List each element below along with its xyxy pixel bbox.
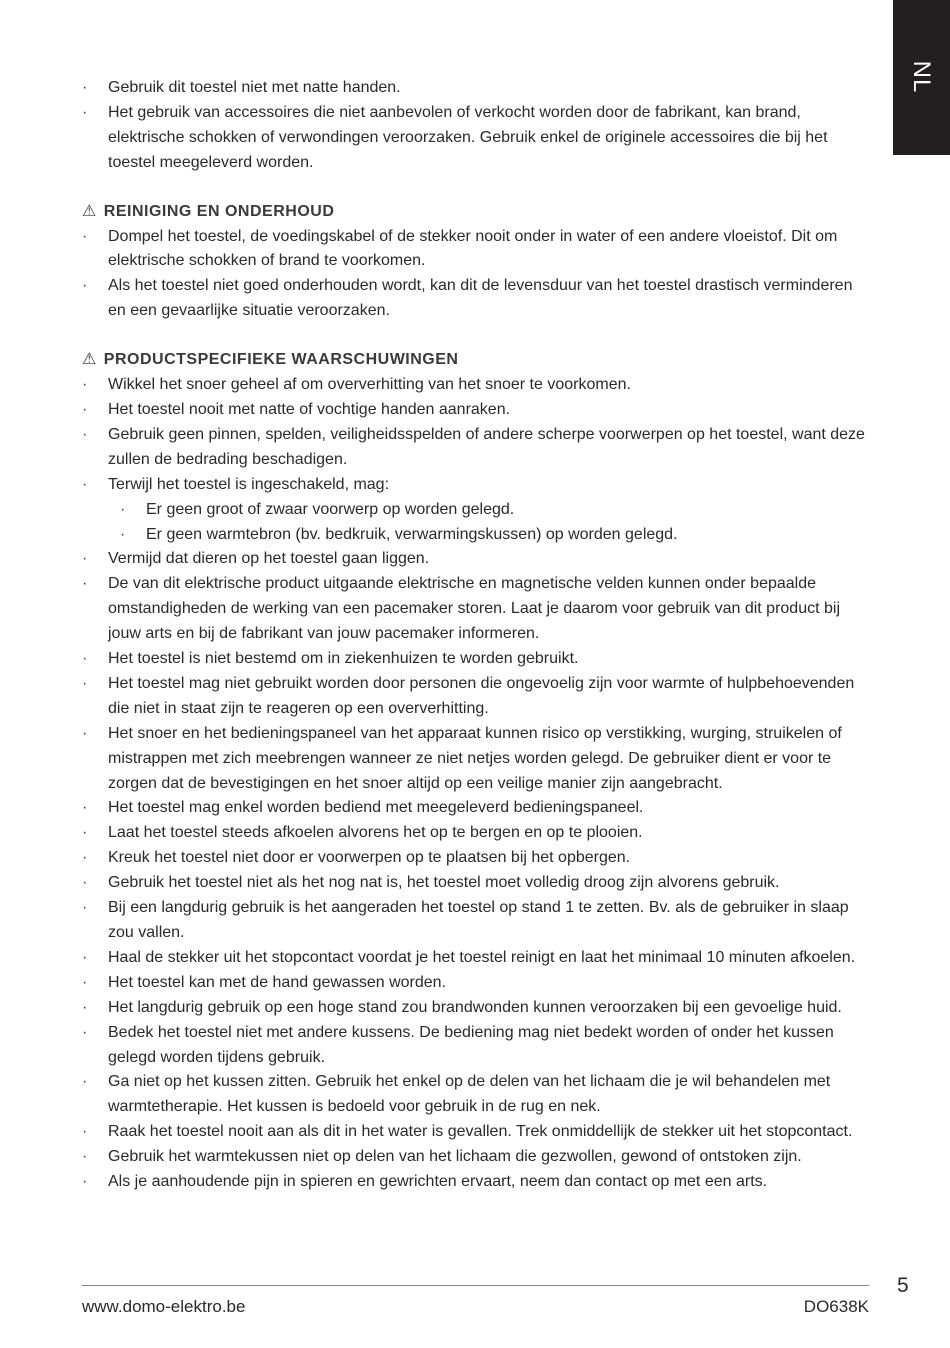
list-item: · Het gebruik van accessoires die niet aanbevolen of verkocht worden door de fabrikant, kan brand, elektrische schokken of verwondingen veroorzaken. Gebruik enkel de originele accessoires die bij het toestel meegeleverd worden. [82, 101, 872, 176]
cleaning-list [82, 225, 872, 325]
document-body [82, 76, 872, 1195]
footer-divider [82, 1285, 869, 1286]
list-item: · Bij een langdurig gebruik is het aangeraden het toestel op stand 1 te zetten. Bv. als de gebruiker in slaap zou vallen. [82, 896, 872, 946]
product-warnings-list-continued [82, 547, 872, 1195]
list-item: · Laat het toestel steeds afkoelen alvorens het op te bergen en op te plooien. [82, 821, 872, 846]
list-item: · Raak het toestel nooit aan als dit in het water is gevallen. Trek onmiddellijk de stekker uit het stopcontact. [82, 1120, 872, 1145]
list-item: · Gebruik geen pinnen, spelden, veiligheidsspelden of andere scherpe voorwerpen op het toestel, want deze zullen de bedrading beschadigen. [82, 423, 872, 473]
list-item: · Ga niet op het kussen zitten. Gebruik het enkel op de delen van het lichaam die je wil behandelen met warmtetherapie. Het kussen is bedoeld voor gebruik in de rug en nek. [82, 1070, 872, 1120]
list-item: · De van dit elektrische product uitgaande elektrische en magnetische velden kunnen onder bepaalde omstandigheden de werking van een pacemaker storen. Laat je daarom voor gebruik van dit product bij jouw arts en bij de fabrikant van jouw pacemaker informeren. [82, 572, 872, 647]
footer-model-number: DO638K [803, 1297, 869, 1316]
list-item: · Vermijd dat dieren op het toestel gaan liggen. [82, 547, 872, 572]
list-item: · Dompel het toestel, de voedingskabel of de stekker nooit onder in water of een andere vloeistof. Dit om elektrische schokken of brand te voorkomen. [82, 225, 872, 275]
product-warnings-list [82, 373, 872, 498]
list-item: · Gebruik het toestel niet als het nog nat is, het toestel moet volledig droog zijn alvorens gebruik. [82, 871, 872, 896]
section-title: PRODUCTSPECIFIEKE WAARSCHUWINGEN [103, 351, 459, 369]
list-item: · Als het toestel niet goed onderhouden wordt, kan dit de levensduur van het toestel drastisch verminderen en een gevaarlijke situatie veroorzaken. [82, 274, 872, 324]
list-item: · Het toestel kan met de hand gewassen worden. [82, 971, 872, 996]
list-item: · Kreuk het toestel niet door er voorwerpen op te plaatsen bij het opbergen. [82, 846, 872, 871]
list-item: · Het snoer en het bedieningspaneel van het apparaat kunnen risico op verstikking, wurging, struikelen of mistrappen met zich meebrengen wanneer ze niet netjes worden gelegd. De gebruiker dient er voor te zorgen dat de bevestigingen en het snoer altijd op een veilige manier zijn aangebracht. [82, 722, 872, 797]
language-label: NL [908, 60, 935, 94]
list-item: · Het langdurig gebruik op een hoge stand zou brandwonden kunnen veroorzaken bij een gevoelige huid. [82, 996, 872, 1021]
list-item: · Terwijl het toestel is ingeschakeld, mag: [82, 473, 872, 498]
page-number: 5 [897, 1274, 909, 1297]
warning-icon: ⚠ [82, 351, 97, 369]
list-item: · Bedek het toestel niet met andere kussens. De bediening mag niet bedekt worden of onder het kussen gelegd worden tijdens gebruik. [82, 1021, 872, 1071]
list-item: · Het toestel nooit met natte of vochtige handen aanraken. [82, 398, 872, 423]
list-item: · Het toestel is niet bestemd om in ziekenhuizen te worden gebruikt. [82, 647, 872, 672]
list-item: · Gebruik dit toestel niet met natte handen. [82, 76, 872, 101]
language-tab [893, 0, 950, 155]
list-item: · Als je aanhoudende pijn in spieren en gewrichten ervaart, neem dan contact op met een arts. [82, 1170, 872, 1195]
list-item: · Gebruik het warmtekussen niet op delen van het lichaam die gezwollen, gewond of ontstoken zijn. [82, 1145, 872, 1170]
section-title: REINIGING EN ONDERHOUD [103, 202, 335, 220]
list-item: · Het toestel mag enkel worden bediend met meegeleverd bedieningspaneel. [82, 796, 872, 821]
sub-list-item: · Er geen warmtebron (bv. bedkruik, verwarmingskussen) op worden gelegd. [82, 523, 872, 548]
list-item: · Haal de stekker uit het stopcontact voordat je het toestel reinigt en laat het minimaal 10 minuten afkoelen. [82, 946, 872, 971]
section-heading-cleaning [82, 200, 872, 225]
sub-list-item: · Er geen groot of zwaar voorwerp op worden gelegd. [82, 498, 872, 523]
list-item: · Het toestel mag niet gebruikt worden door personen die ongevoelig zijn voor warmte of hulpbehoevenden die niet in staat zijn te reageren op een oververhitting. [82, 672, 872, 722]
footer-website: www.domo-elektro.be [82, 1297, 246, 1316]
product-warnings-sublist [82, 498, 872, 548]
intro-list [82, 76, 872, 176]
section-heading-product-warnings [82, 348, 872, 373]
list-item: · Wikkel het snoer geheel af om oververhitting van het snoer te voorkomen. [82, 373, 872, 398]
warning-icon: ⚠ [82, 202, 97, 220]
